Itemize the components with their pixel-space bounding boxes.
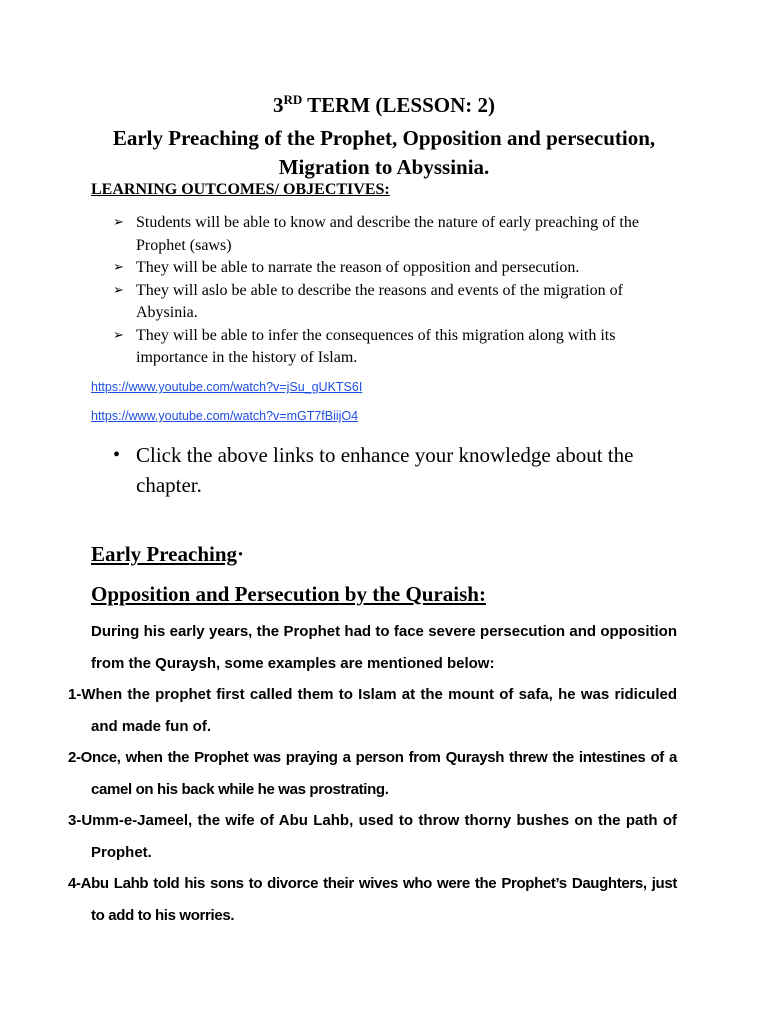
arrow-bullet-icon: ➢ xyxy=(113,282,124,298)
example-text: 4-Abu Lahb told his sons to divorce their wives who were the Prophet’s Daughters, just to add to his worries. xyxy=(68,875,677,924)
arrow-bullet-icon: ➢ xyxy=(113,215,124,230)
lesson-title xyxy=(0,124,768,182)
opposition-heading: Opposition and Persecution by the Quraish: xyxy=(91,582,486,606)
objective-text: They will aslo be able to describe the reasons and events of the migration of Abysinia. xyxy=(136,281,623,321)
arrow-bullet-icon: ➢ xyxy=(113,260,124,275)
objective-item xyxy=(113,212,683,257)
objectives-list xyxy=(113,212,683,370)
example-text: 3-Umm-e-Jameel, the wife of Abu Lahb, used to throw thorny bushes on the path of Prophet. xyxy=(68,812,677,861)
lesson-title-line1: Early Preaching of the Prophet, Opposition and persecution, xyxy=(112,126,656,150)
example-item xyxy=(68,679,677,742)
objective-text: Students will be able to know and describe the nature of early preaching of the Prophet (saws) xyxy=(136,214,639,254)
arrow-bullet-icon: ➢ xyxy=(113,327,124,343)
objective-text: They will be able to infer the consequences of this migration along with its importance in the history of Islam. xyxy=(136,326,616,366)
lesson-title-line2: Migration to Abyssinia. xyxy=(278,155,490,179)
early-preaching-label: Early Preaching xyxy=(91,542,238,566)
term-number: 3 xyxy=(272,93,284,117)
objective-item xyxy=(113,325,683,370)
youtube-link-2[interactable]: https://www.youtube.com/watch?v=mGT7fBiijO4 xyxy=(91,409,359,423)
links-note-text: Click the above links to enhance your knowledge about the chapter. xyxy=(136,443,634,497)
youtube-link-1[interactable]: https://www.youtube.com/watch?v=jSu_gUKTS6I xyxy=(91,380,363,394)
lesson-term-title xyxy=(0,93,768,118)
objective-item xyxy=(113,280,683,325)
objective-text: They will be able to narrate the reason of opposition and persecution. xyxy=(136,259,580,276)
opposition-intro: During his early years, the Prophet had to face severe persecution and opposition from the Quraysh, some examples are mentioned below: xyxy=(91,623,677,672)
term-suffix: RD xyxy=(283,92,303,107)
objectives-heading: LEARNING OUTCOMES/ OBJECTIVES: xyxy=(91,181,390,198)
objective-item xyxy=(113,257,683,280)
heading-mark: · xyxy=(237,542,245,566)
early-preaching-heading xyxy=(91,542,244,567)
example-item xyxy=(68,805,677,868)
example-text: 1-When the prophet first called them to Islam at the mount of safa, he was ridiculed and made fun of. xyxy=(68,686,677,735)
example-item xyxy=(68,742,677,805)
example-item xyxy=(68,868,677,931)
term-rest: TERM (LESSON: 2) xyxy=(302,93,495,117)
links-note xyxy=(113,440,693,500)
bullet-dot-icon: • xyxy=(113,444,121,466)
example-text: 2-Once, when the Prophet was praying a person from Quraysh threw the intestines of a camel on his back while he was prostrating. xyxy=(68,749,677,798)
